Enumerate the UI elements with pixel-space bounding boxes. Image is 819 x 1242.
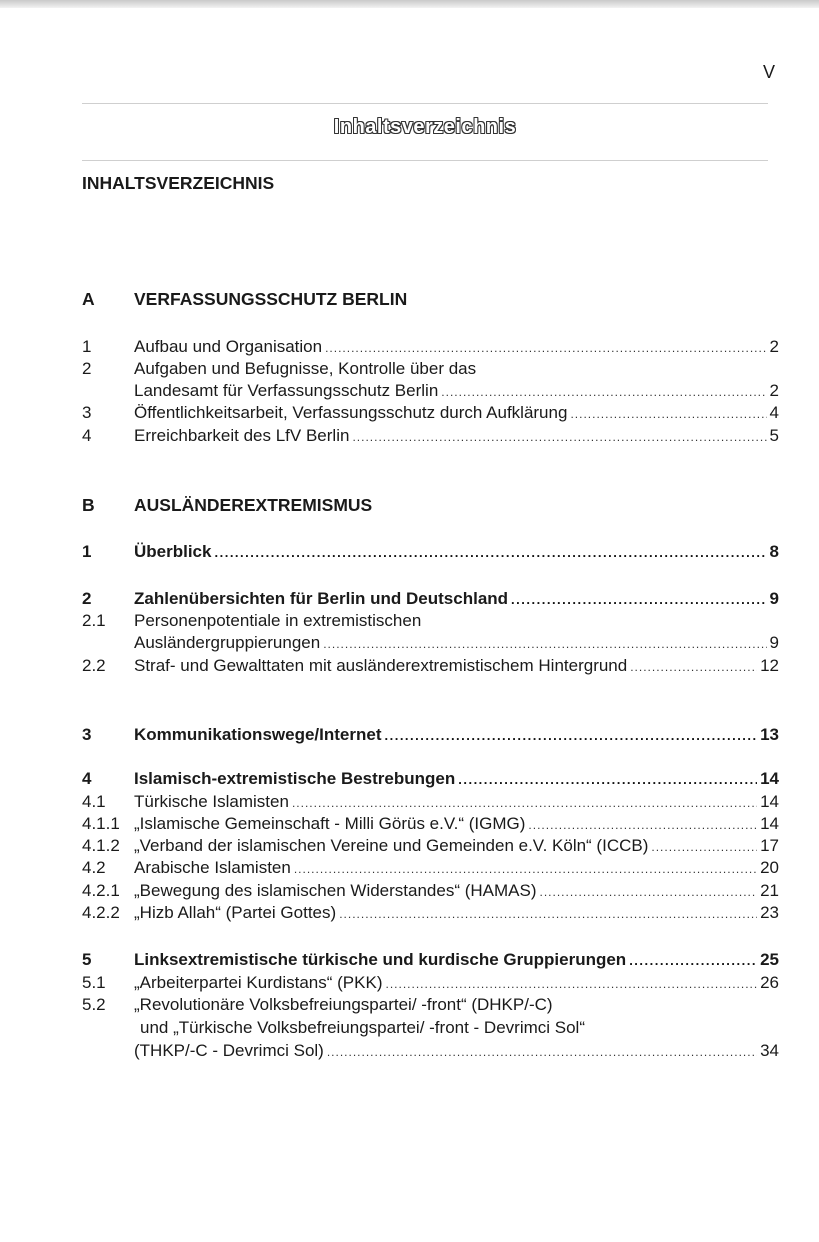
dot-leader — [458, 769, 757, 791]
toc-entry[interactable] — [82, 791, 779, 813]
toc-entry-number: 4.2.1 — [82, 881, 120, 900]
section-title: AUSLÄNDEREXTREMISMUS — [134, 495, 373, 515]
dot-leader — [651, 836, 757, 858]
toc-entry-text: (THKP/-C - Devrimci Sol) — [134, 1041, 324, 1060]
toc-entry-text: „Bewegung des islamischen Widerstandes“ (HAMAS) — [134, 881, 537, 900]
toc-entry-number: 2 — [82, 359, 92, 378]
toc-entry-text: Linksextremistische türkische und kurdische Gruppierungen — [134, 950, 627, 969]
toc-entry-page: 8 — [769, 542, 779, 561]
toc-entry[interactable] — [82, 336, 779, 358]
toc-entry[interactable] — [82, 880, 779, 902]
toc-entry-number: 4.2.2 — [82, 903, 120, 922]
dot-leader — [294, 858, 757, 880]
toc-entry-text: Personenpotentiale in extremistischen — [134, 611, 422, 630]
toc-entry[interactable] — [82, 902, 779, 924]
toc-entry-number: 1 — [82, 337, 92, 356]
toc-entry-number: 2.2 — [82, 656, 106, 675]
toc-entry[interactable] — [82, 425, 779, 447]
dot-leader — [630, 656, 757, 678]
toc-entry-number: 2 — [82, 589, 92, 608]
toc-entry[interactable] — [82, 588, 779, 610]
toc-entry-page: 21 — [760, 881, 779, 900]
toc-entry-text: Ausländergruppierungen — [134, 633, 321, 652]
dot-leader — [570, 403, 766, 425]
toc-entry-number: 4.2 — [82, 858, 106, 877]
toc-entry-text: „Revolutionäre Volksbefreiungspartei/ -front“ (DHKP/-C) — [134, 995, 553, 1014]
toc-entry-page: 25 — [760, 950, 779, 969]
dot-leader — [441, 381, 766, 403]
toc-entry[interactable] — [82, 768, 779, 790]
toc-entry-page: 2 — [769, 381, 779, 400]
toc-entry[interactable] — [82, 655, 779, 677]
toc-entry-page: 5 — [769, 426, 779, 445]
toc-entry-number: 4 — [82, 426, 92, 445]
toc-entry-number: 3 — [82, 403, 92, 422]
dot-leader — [323, 633, 766, 655]
toc-entry-continuation[interactable] — [82, 1040, 779, 1062]
toc-entry[interactable] — [82, 972, 779, 994]
toc-entry-continuation[interactable] — [82, 380, 779, 402]
toc-entry-text: Aufgaben und Befugnisse, Kontrolle über das — [134, 359, 477, 378]
toc-entry-text: Islamisch-extremistische Bestrebungen — [134, 769, 456, 788]
toc-entry-continuation[interactable] — [82, 1017, 779, 1039]
page-number: V — [763, 62, 776, 82]
toc-entry-page: 26 — [760, 973, 779, 992]
toc-entry-number: 4.1.2 — [82, 836, 120, 855]
toc-entry-text: Aufbau und Organisation — [134, 337, 323, 356]
toc-entry-page: 14 — [760, 792, 779, 811]
toc-entry-text: Kommunikationswege/Internet — [134, 725, 382, 744]
toc-entry-page: 14 — [760, 769, 779, 788]
dot-leader — [511, 589, 766, 611]
toc-entry-number: 2.1 — [82, 611, 106, 630]
toc-entry[interactable] — [82, 724, 779, 746]
toc-entry-number: 4.1 — [82, 792, 106, 811]
running-head: Inhaltsverzeichnis — [333, 116, 517, 138]
header-rule-bottom — [82, 160, 768, 161]
dot-leader — [384, 725, 757, 747]
section-letter: B — [82, 495, 95, 515]
dot-leader — [352, 426, 766, 448]
dot-leader — [292, 792, 757, 814]
toc-entry-text: Landesamt für Verfassungsschutz Berlin — [134, 381, 439, 400]
toc-entry-text: Überblick — [134, 542, 212, 561]
toc-entry-text: „Verband der islamischen Vereine und Gemeinden e.V. Köln“ (ICCB) — [134, 836, 649, 855]
toc-entry-page: 13 — [760, 725, 779, 744]
toc-entry[interactable] — [82, 402, 779, 424]
toc-entry[interactable] — [82, 610, 779, 632]
dot-leader — [629, 950, 757, 972]
dot-leader — [325, 337, 766, 359]
toc-entry-number: 4.1.1 — [82, 814, 120, 833]
toc-entry-number: 5 — [82, 950, 92, 969]
toc-entry-page: 9 — [769, 589, 779, 608]
toc-entry-text: Zahlenübersichten für Berlin und Deutschland — [134, 589, 509, 608]
toc-entry[interactable] — [82, 358, 779, 380]
toc-entry-page: 2 — [769, 337, 779, 356]
toc-entry-number: 4 — [82, 769, 92, 788]
toc-entry-number: 1 — [82, 542, 92, 561]
toc-entry-text: „Hizb Allah“ (Partei Gottes) — [134, 903, 337, 922]
header-rule-top — [82, 103, 768, 104]
toc-entry-page: 17 — [760, 836, 779, 855]
toc-entry-text: Türkische Islamisten — [134, 792, 289, 811]
section-title: VERFASSUNGSSCHUTZ BERLIN — [134, 289, 408, 309]
toc-entry-page: 12 — [760, 656, 779, 675]
dot-leader — [540, 881, 758, 903]
scan-edge — [0, 0, 819, 8]
toc-entry-number: 3 — [82, 725, 92, 744]
toc-entry-page: 34 — [760, 1041, 779, 1060]
toc-entry-continuation[interactable] — [82, 632, 779, 654]
toc-entry-text: Öffentlichkeitsarbeit, Verfassungsschutz durch Aufklärung — [134, 403, 568, 422]
toc-entry[interactable] — [82, 835, 779, 857]
toc-entry-page: 14 — [760, 814, 779, 833]
toc-entry-number: 5.1 — [82, 973, 106, 992]
dot-leader — [528, 814, 757, 836]
section-letter: A — [82, 289, 95, 309]
dot-leader — [214, 542, 766, 564]
toc-entry-text: und „Türkische Volksbefreiungspartei/ -front - Devrimci Sol“ — [140, 1018, 585, 1037]
toc-entry[interactable] — [82, 541, 779, 563]
toc-entry-page: 9 — [769, 633, 779, 652]
page-title: INHALTSVERZEICHNIS — [82, 173, 275, 193]
toc-entry[interactable] — [82, 813, 779, 835]
toc-entry[interactable] — [82, 994, 779, 1016]
toc-entry-text: Erreichbarkeit des LfV Berlin — [134, 426, 350, 445]
dot-leader — [327, 1041, 757, 1063]
toc-entry-page: 4 — [769, 403, 779, 422]
toc-entry[interactable] — [82, 857, 779, 879]
toc-entry-text: „Arbeiterpartei Kurdistans“ (PKK) — [134, 973, 383, 992]
dot-leader — [339, 903, 757, 925]
toc-entry[interactable] — [82, 949, 779, 971]
toc-entry-text: Straf- und Gewalttaten mit ausländerextremistischem Hintergrund — [134, 656, 628, 675]
toc-entry-number: 5.2 — [82, 995, 106, 1014]
toc-entry-page: 20 — [760, 858, 779, 877]
toc-entry-text: Arabische Islamisten — [134, 858, 291, 877]
toc-entry-page: 23 — [760, 903, 779, 922]
dot-leader — [385, 973, 757, 995]
toc-entry-text: „Islamische Gemeinschaft - Milli Görüs e.V.“ (IGMG) — [134, 814, 526, 833]
